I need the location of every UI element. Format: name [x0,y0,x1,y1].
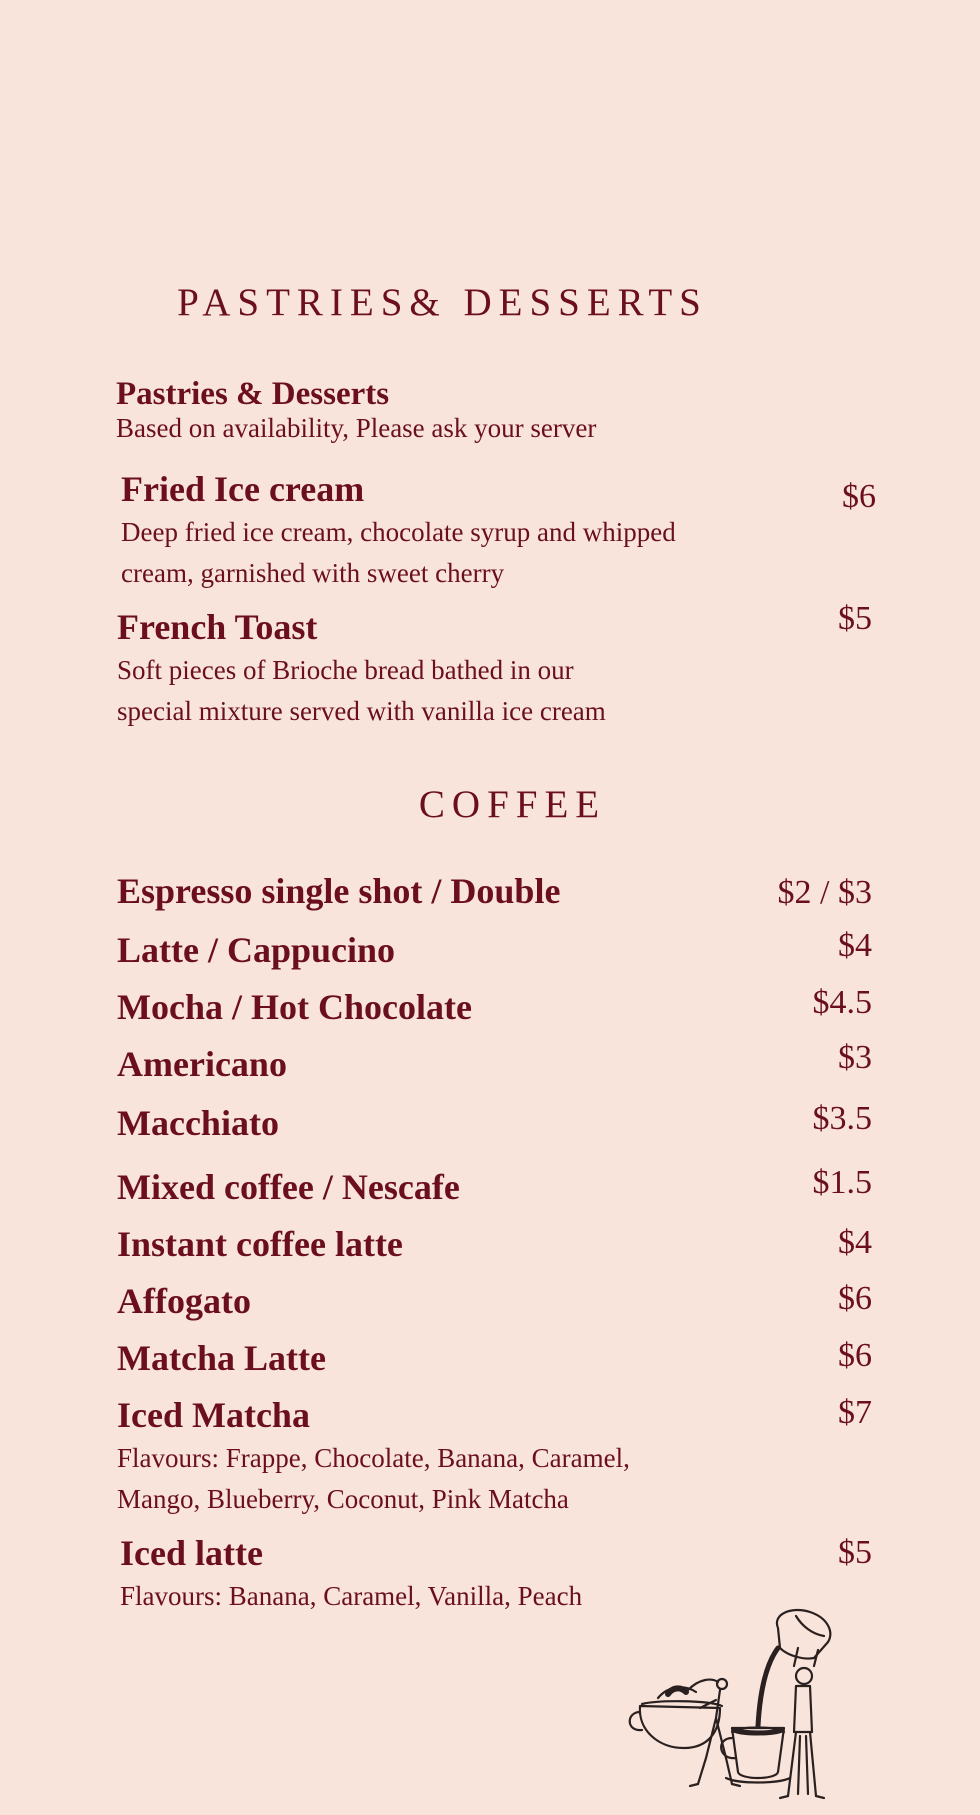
menu-item-description: special mixture served with vanilla ice cream [117,696,606,726]
menu-item-description: Mango, Blueberry, Coconut, Pink Matcha [117,1484,569,1514]
coffee-pouring-people-illustration [628,1608,868,1808]
menu-item-affogato [117,1280,872,1322]
menu-item-fried-ice-cream [121,468,876,594]
pastries-intro-subtitle: Based on availability, Please ask your server [116,413,597,443]
menu-item-price: $3 [838,1039,872,1076]
menu-item-name: Espresso single shot / Double [117,871,561,911]
menu-item-name: Fried Ice cream [121,469,365,509]
menu-item-description: Flavours: Frappe, Chocolate, Banana, Caramel, [117,1443,630,1473]
menu-item-name: Affogato [117,1281,251,1321]
menu-item-mocha-hot-chocolate [117,986,872,1028]
menu-item-name: Iced latte [120,1533,263,1573]
menu-item-name: Americano [117,1044,287,1084]
menu-item-price: $6 [838,1337,872,1374]
menu-item-price: $2 / $3 [777,874,872,911]
menu-item-name: Mocha / Hot Chocolate [117,987,472,1027]
menu-item-mixed-coffee-nescafe [117,1166,872,1208]
menu-item-espresso [117,870,872,912]
menu-item-price: $3.5 [812,1100,872,1137]
menu-item-name: Matcha Latte [117,1338,326,1378]
menu-item-price: $6 [842,478,876,515]
menu-item-iced-latte [120,1532,872,1617]
pitcher-icon [777,1610,830,1659]
menu-item-price: $4 [838,927,872,964]
menu-item-iced-matcha [117,1394,872,1520]
menu-item-price: $4.5 [812,984,872,1021]
menu-item-price: $5 [838,1534,872,1571]
coffee-heading: COFFEE [418,783,607,826]
menu-item-price: $5 [838,600,872,637]
menu-item-name: Macchiato [117,1103,279,1143]
menu-item-matcha-latte [117,1337,872,1379]
menu-item-description: Flavours: Banana, Caramel, Vanilla, Peach [120,1581,583,1611]
menu-item-name: French Toast [117,607,318,647]
menu-item-name: Latte / Cappucino [117,930,396,970]
menu-item-price: $7 [838,1394,872,1431]
menu-item-price: $1.5 [812,1164,872,1201]
menu-item-instant-coffee-latte [117,1223,872,1265]
menu-item-price: $6 [838,1280,872,1317]
menu-item-americano [117,1039,872,1085]
menu-item-name: Instant coffee latte [117,1224,403,1264]
menu-item-description: cream, garnished with sweet cherry [121,558,505,588]
pastries-desserts-heading: PASTRIES& DESSERTS [177,281,708,324]
menu-item-latte-cappucino [117,929,872,971]
menu-item-price: $4 [838,1224,872,1261]
menu-item-french-toast [117,600,872,732]
menu-item-macchiato [117,1102,872,1144]
menu-item-name: Mixed coffee / Nescafe [117,1167,460,1207]
menu-item-name: Iced Matcha [117,1395,310,1435]
pastries-intro-title: Pastries & Desserts [116,376,390,412]
menu-item-description: Soft pieces of Brioche bread bathed in our [117,655,574,685]
big-cup-icon [640,1706,720,1748]
menu-item-description: Deep fried ice cream, chocolate syrup and whipped [121,517,676,547]
